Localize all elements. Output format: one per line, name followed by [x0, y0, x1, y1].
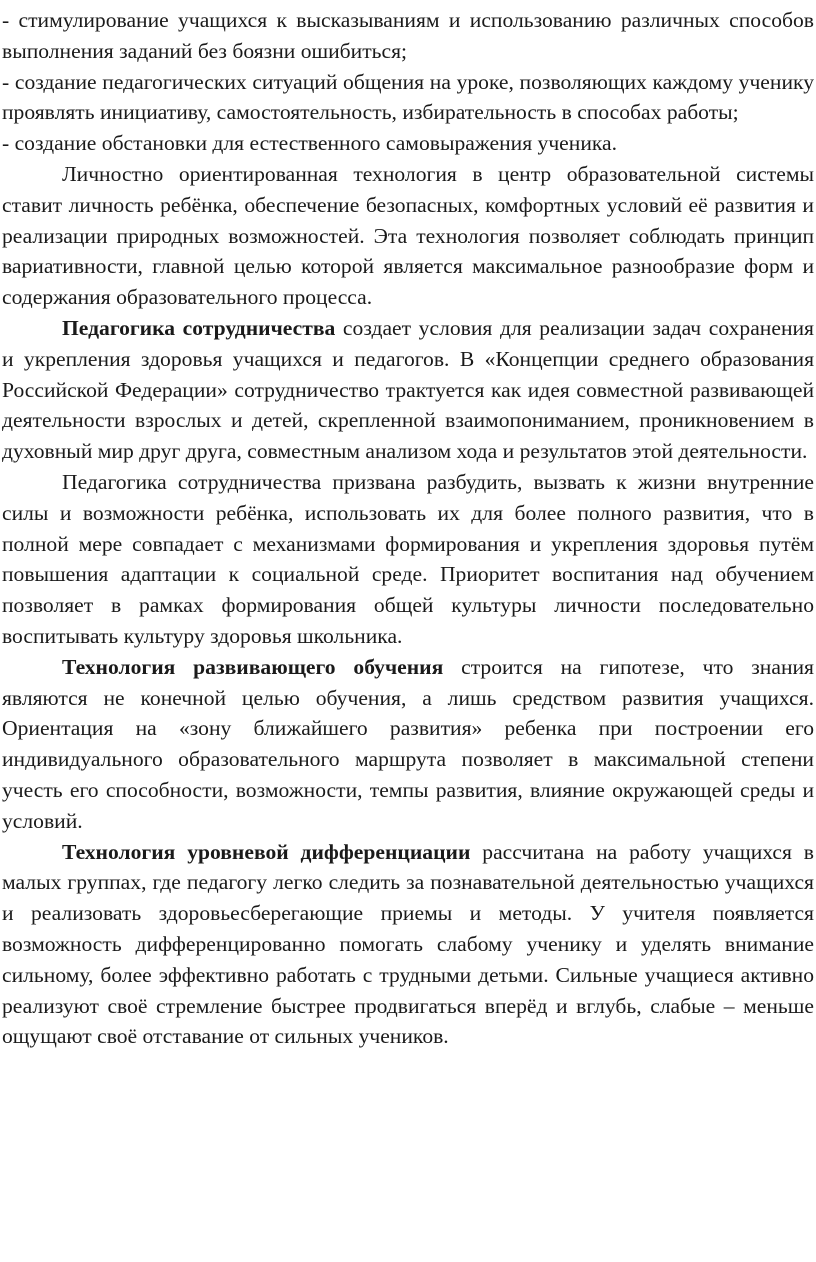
paragraph-text: создает условия для реализации задач сохранения и укрепления здоровья учащихся и педагогов. В «Концепции среднего образования Российской Федерации» сотрудничество трактуется как идея совместной развивающей деятельности взрослых и детей, скрепленной взаимопониманием, проникновением в духовный мир друг друга, совместным анализом хода и результатов этой деятельности. [2, 315, 814, 464]
paragraph [2, 313, 814, 467]
paragraph [2, 159, 814, 313]
paragraph-text: Личностно ориентированная технология в центр образовательной системы ставит личность ребёнка, обеспечение безопасных, комфортных условий её развития и реализации природных возможностей. Эта технология позволяет соблюдать принцип вариативности, главной целью которой является максимальное разнообразие форм и содержания образовательного процесса. [2, 161, 814, 310]
paragraph-text: рассчитана на работу учащихся в малых группах, где педагогу легко следить за познавательной деятельностью учащихся и реализовать здоровьесберегающие приемы и методы. У учителя появляется возможность дифференцированно помогать слабому ученику и уделять внимание сильному, более эффективно работать с трудными детьми. Сильные учащиеся активно реализуют своё стремление быстрее продвигаться вперёд и вглубь, слабые – меньше ощущают своё отставание от сильных учеников. [2, 839, 815, 1049]
paragraph-lead: Технология развивающего обучения [62, 654, 444, 679]
list-item: - стимулирование учащихся к высказываниям и использованию различных способов выполнения заданий без боязни ошибиться; [2, 8, 814, 63]
paragraph [2, 837, 814, 1053]
paragraph-lead: Технология уровневой дифференциации [62, 839, 471, 864]
paragraph [2, 652, 814, 837]
paragraph [2, 467, 814, 652]
list-item: - создание педагогических ситуаций общения на уроке, позволяющих каждому ученику проявлять инициативу, самостоятельность, избирательность в способах работы; [2, 69, 814, 125]
paragraph-lead: Педагогика сотрудничества [62, 315, 336, 340]
paragraph-text: строится на гипотезе, что знания являются не конечной целью обучения, а лишь средством развития учащихся. Ориентация на «зону ближайшего развития» ребенка при построении его индивидуального образовательного маршрута позволяет в максимальной степени учесть его способности, возможности, темпы развития, влияние окружающей среды и условий. [2, 654, 814, 833]
list-item: - создание обстановки для естественного самовыражения ученика. [2, 131, 618, 156]
paragraph-text: Педагогика сотрудничества призвана разбудить, вызвать к жизни внутренние силы и возможности ребёнка, использовать их для более полного развития, что в полной мере совпадает с механизмами формирования и укрепления здоровья путём повышения адаптации к социальной среде. Приоритет воспитания над обучением позволяет в рамках формирования общей культуры личности последовательно воспитывать культуру здоровья школьника. [2, 469, 814, 648]
